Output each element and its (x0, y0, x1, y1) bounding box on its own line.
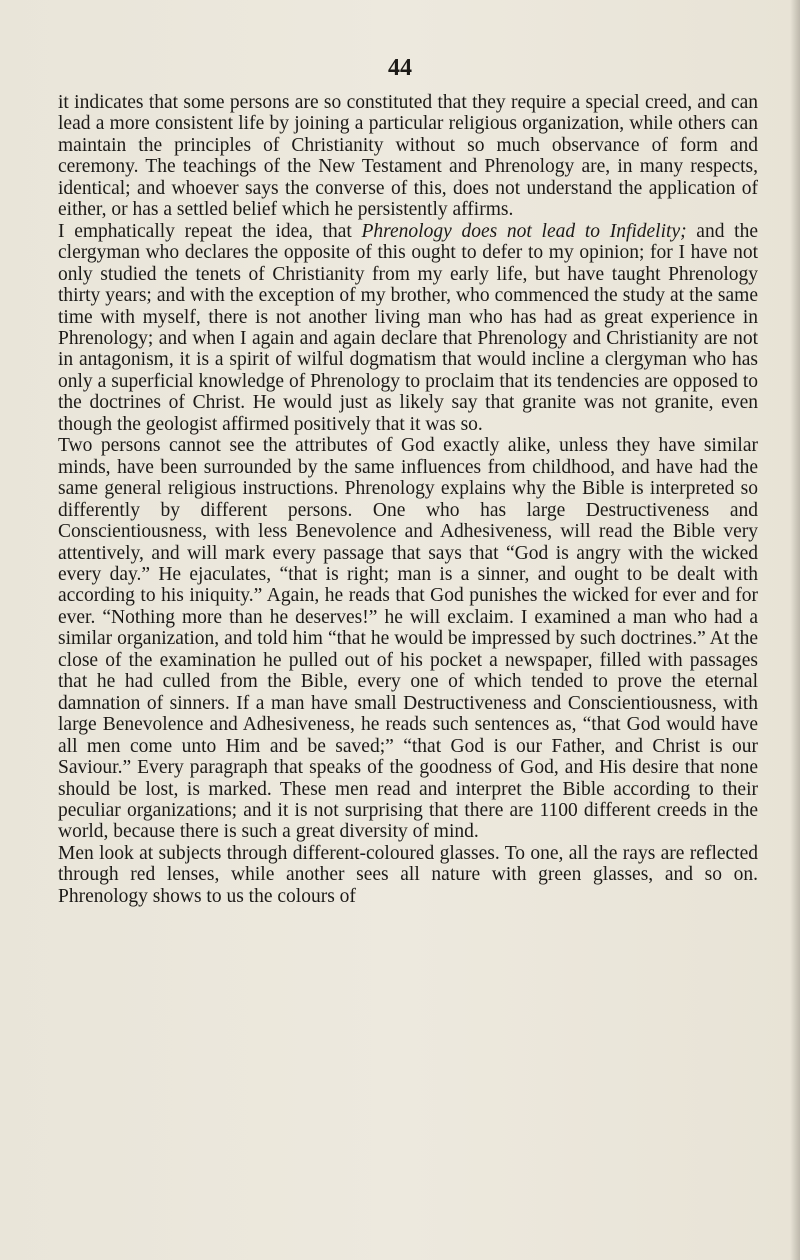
page-number: 44 (388, 55, 412, 81)
body-text (58, 92, 758, 907)
emphasis-phrase: Phrenology does not lead to Infidelity; (361, 220, 687, 242)
paragraph-2-after: and the clergyman who declares the opposite of this ought to defer to my opinion; for I have not only studied the tenets of Christianity from my early life, but have taught Phrenology thirty years; and with the exception of my brother, who commenced the study at the same time with myself, there is not another living man who has had as great experience in Phrenology; and when I again and again declare that Phrenology and Christianity are not in antagonism, it is a spirit of wilful dogmatism that would incline a clergyman who has only a superficial knowledge of Phrenology to proclaim that its tendencies are opposed to the doctrines of Christ. He would just as likely say that granite was not granite, even though the geologist affirmed positively that it was so. (58, 220, 758, 435)
paragraph-2-before: I emphatically repeat the idea, that (58, 220, 362, 242)
page-edge-shadow (790, 0, 800, 1260)
paragraph-4: Men look at subjects through different-coloured glasses. To one, all the rays are reflected through red lenses, while another sees all nature with green glasses, and so on. Phrenology shows to us the colours of (58, 842, 758, 907)
paragraph-1: it indicates that some persons are so constituted that they require a special creed, and can lead a more consistent life by joining a particular religious organization, while others can maintain the principles of Christianity without so much observance of form and ceremony. The teachings of the New Testament and Phrenology are, in many respects, identical; and whoever says the converse of this, does not understand the application of either, or has a settled belief which he persistently affirms. (58, 92, 758, 221)
paragraph-3: Two persons cannot see the attributes of God exactly alike, unless they have similar minds, have been surrounded by the same influences from childhood, and have had the same general religious instructions. Phrenology explains why the Bible is interpreted so differently by different persons. One who has large Destructiveness and Conscientiousness, with less Benevolence and Adhesiveness, will read the Bible very attentively, and will mark every passage that says that “God is angry with the wicked every day.” He ejaculates, “that is right; man is a sinner, and ought to be dealt with according to his iniquity.” Again, he reads that God punishes the wicked for ever and for ever. “Nothing more than he deserves!” he will exclaim. I examined a man who had a similar organization, and told him “that he would be impressed by such doctrines.” At the close of the examination he pulled out of his pocket a newspaper, filled with passages that he had culled from the Bible, every one of which tended to prove the eternal damnation of sinners. If a man have small Destructiveness and Conscientiousness, with large Benevolence and Adhesiveness, he reads such sentences as, “that God would have all men come unto Him and be saved;” “that God is our Father, and Christ is our Saviour.” Every paragraph that speaks of the goodness of God, and His desire that none should be lost, is marked. These men read and interpret the Bible according to their peculiar organizations; and it is not surprising that there are 1100 different creeds in the world, because there is such a great diversity of mind. (58, 435, 758, 843)
paragraph-2 (58, 221, 758, 436)
